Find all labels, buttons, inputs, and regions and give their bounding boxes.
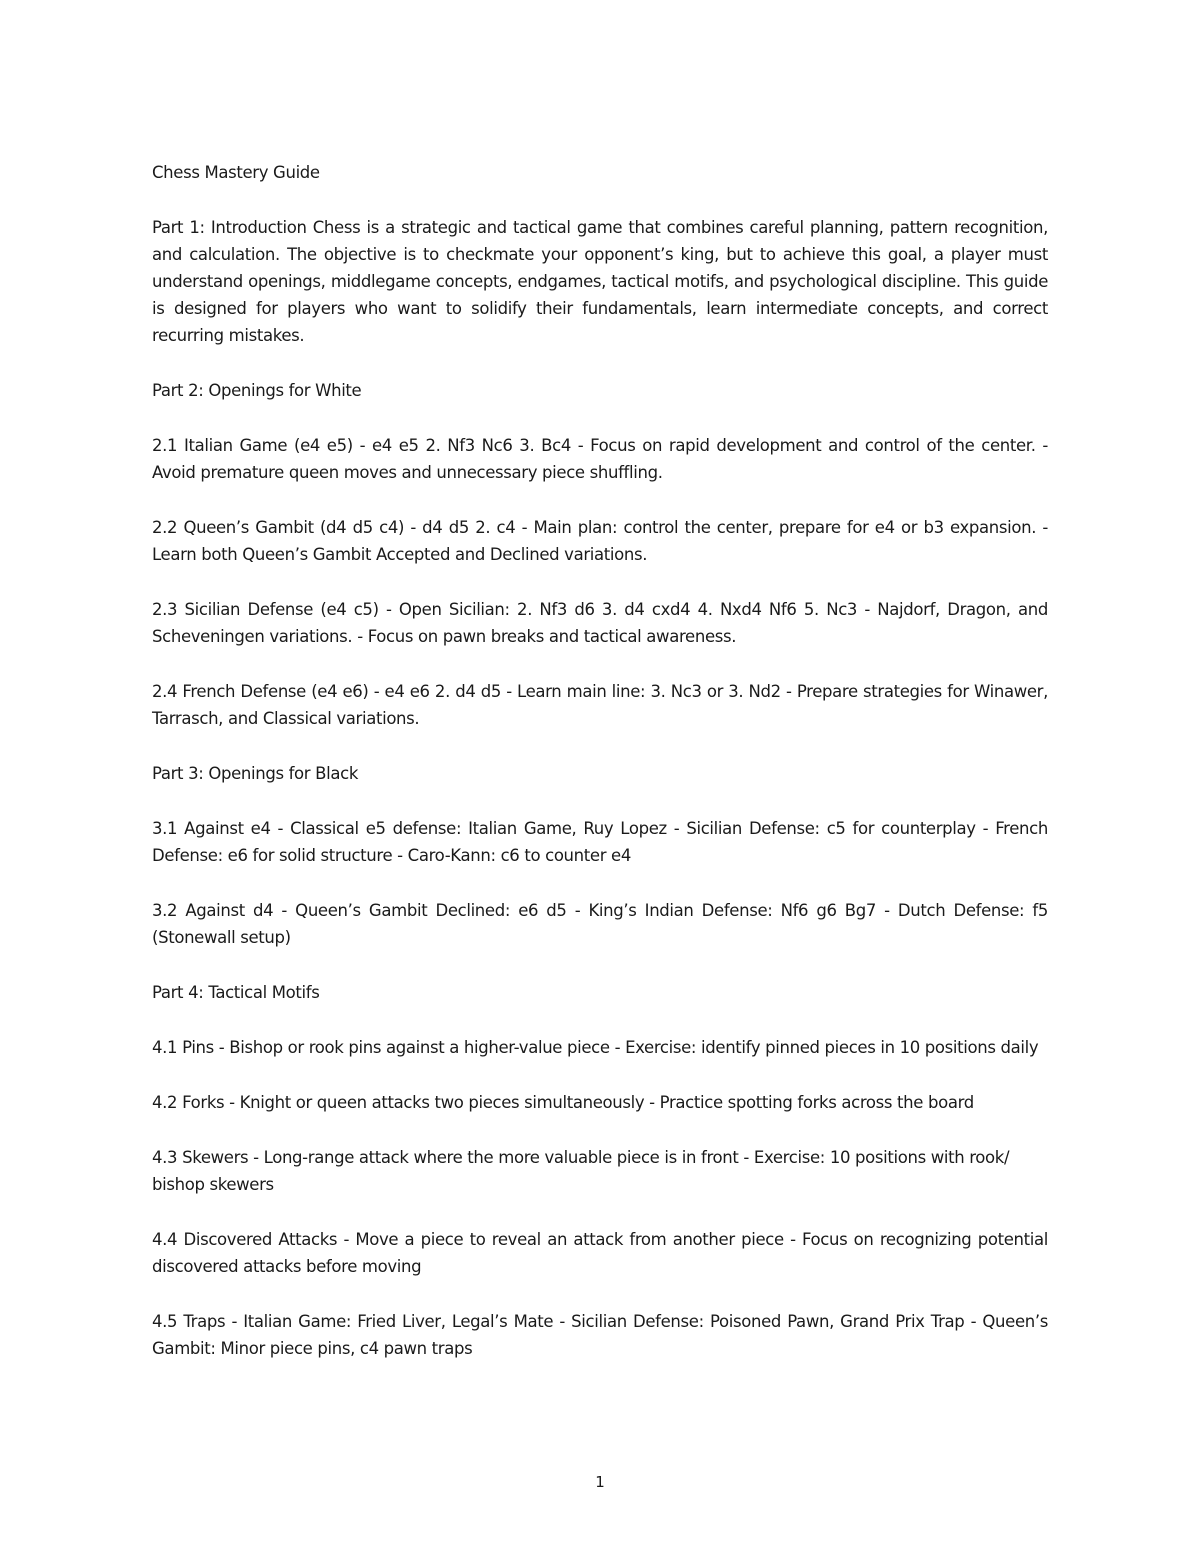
paragraph-queens-gambit: 2.2 Queen’s Gambit (d4 d5 c4) - d4 d5 2. c4 - Main plan: control the center, prepare for e4 or b3 expansion. - Learn both Queen’s Gambit Accepted and Declined variations. bbox=[152, 518, 1048, 564]
paragraph-part-1-introduction: Part 1: Introduction Chess is a strategic and tactical game that combines careful planning, pattern recognition, and calculation. The objective is to checkmate your opponent’s king, but to achieve this goal, a player must understand openings, middlegame concepts, endgames, tactical motifs, and psychological discipline. This guide is designed for players who want to solidify their fundamentals, learn intermediate concepts, and correct recurring mistakes. bbox=[152, 218, 1048, 345]
document-body bbox=[152, 159, 1048, 1390]
heading-part-4: Part 4: Tactical Motifs bbox=[152, 983, 320, 1002]
paragraph-skewers: 4.3 Skewers - Long-range attack where the more valuable piece is in front - Exercise: 10 positions with rook/ bishop skewers bbox=[152, 1148, 1010, 1194]
paragraph-forks: 4.2 Forks - Knight or queen attacks two pieces simultaneously - Practice spotting forks across the board bbox=[152, 1093, 974, 1112]
heading-part-2: Part 2: Openings for White bbox=[152, 381, 362, 400]
paragraph-against-d4: 3.2 Against d4 - Queen’s Gambit Declined: e6 d5 - King’s Indian Defense: Nf6 g6 Bg7 - Dutch Defense: f5 (Stonewall setup) bbox=[152, 901, 1048, 947]
paragraph-italian-game: 2.1 Italian Game (e4 e5) - e4 e5 2. Nf3 Nc6 3. Bc4 - Focus on rapid development and control of the center. - Avoid premature queen moves and unnecessary piece shuffling. bbox=[152, 436, 1048, 482]
document-title: Chess Mastery Guide bbox=[152, 163, 320, 182]
paragraph-discovered-attacks: 4.4 Discovered Attacks - Move a piece to reveal an attack from another piece - Focus on recognizing potential discovered attacks before moving bbox=[152, 1230, 1048, 1276]
paragraph-pins: 4.1 Pins - Bishop or rook pins against a higher-value piece - Exercise: identify pinned pieces in 10 positions daily bbox=[152, 1038, 1039, 1057]
paragraph-french-defense: 2.4 French Defense (e4 e6) - e4 e6 2. d4 d5 - Learn main line: 3. Nc3 or 3. Nd2 - Prepare strategies for Winawer, Tarrasch, and Classical variations. bbox=[152, 682, 1048, 728]
heading-part-3: Part 3: Openings for Black bbox=[152, 764, 359, 783]
page-number: 1 bbox=[595, 1473, 605, 1491]
paragraph-traps: 4.5 Traps - Italian Game: Fried Liver, Legal’s Mate - Sicilian Defense: Poisoned Pawn, Grand Prix Trap - Queen’s Gambit: Minor piece pins, c4 pawn traps bbox=[152, 1312, 1048, 1358]
paragraph-against-e4: 3.1 Against e4 - Classical e5 defense: Italian Game, Ruy Lopez - Sicilian Defense: c5 for counterplay - French Defense: e6 for solid structure - Caro-Kann: c6 to counter e4 bbox=[152, 819, 1048, 865]
paragraph-sicilian-defense: 2.3 Sicilian Defense (e4 c5) - Open Sicilian: 2. Nf3 d6 3. d4 cxd4 4. Nxd4 Nf6 5. Nc3 - Najdorf, Dragon, and Scheveningen variations. - Focus on pawn breaks and tactical awareness. bbox=[152, 600, 1048, 646]
